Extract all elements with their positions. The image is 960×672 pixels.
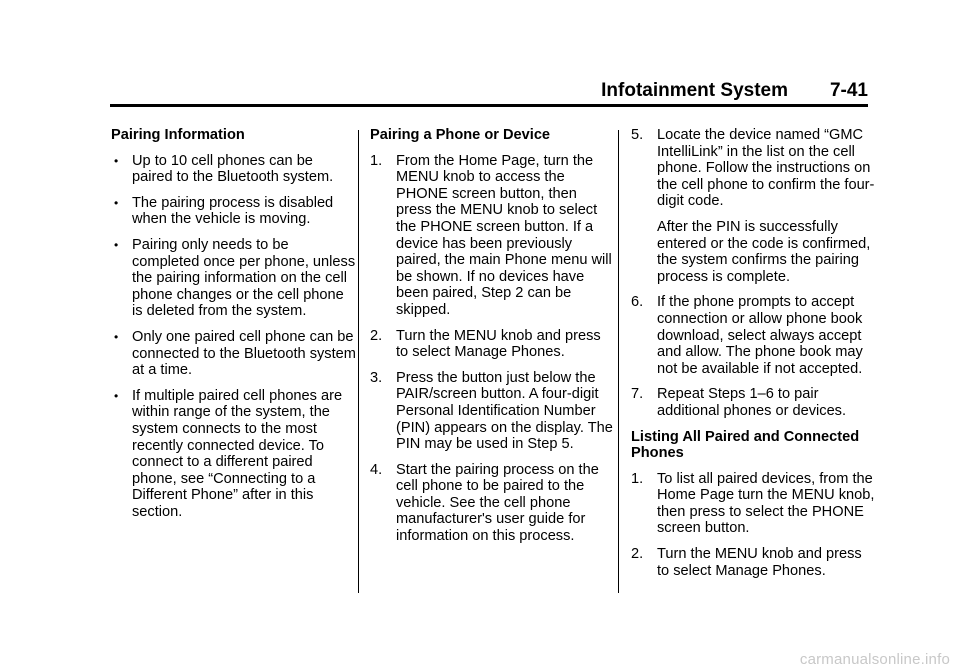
page-header bbox=[601, 80, 868, 104]
column-divider-1 bbox=[358, 130, 359, 593]
listing-phones-heading: Listing All Paired and Connected Phones bbox=[631, 428, 860, 462]
step-item: 2. Turn the MENU knob and press to select Manage Phones. bbox=[370, 327, 601, 361]
bullet-icon: • bbox=[114, 329, 119, 344]
step-item: 5. Locate the device named “GMC IntelliLink” in the list on the cell phone. Follow the instructions on the cell phone to confirm the four-digit code. After the PIN is successfully entered or the code is confirmed, the system confirms the pairing process is complete. bbox=[631, 127, 875, 285]
column-2 bbox=[370, 127, 615, 554]
bullet-icon: • bbox=[114, 388, 119, 403]
step-item: 1. From the Home Page, turn the MENU knob to access the PHONE screen button, then press the MENU knob to select the PHONE screen button. If a device has been previously paired, the main Phone menu will be shown. If no devices have been paired, Step 2 can be skipped. bbox=[370, 152, 612, 318]
bullet-item: • Up to 10 cell phones can be paired to the Bluetooth system. bbox=[114, 152, 334, 186]
bullet-item: • Only one paired cell phone can be connected to the Bluetooth system at a time. bbox=[114, 328, 356, 379]
step-item: 4. Start the pairing process on the cell phone to be paired to the vehicle. See the cell phone manufacturer's user guide for information on this process. bbox=[370, 461, 599, 545]
section-title: Infotainment System bbox=[601, 80, 788, 101]
column-divider-2 bbox=[618, 130, 619, 593]
column-1 bbox=[111, 127, 356, 529]
bullet-item: • The pairing process is disabled when the vehicle is moving. bbox=[114, 194, 334, 228]
step-note: After the PIN is successfully entered or the code is confirmed, the system confirms the pairing process is complete. bbox=[657, 218, 871, 285]
column-3 bbox=[631, 127, 876, 588]
bullet-icon: • bbox=[114, 237, 119, 252]
step-item: 3. Press the button just below the PAIR/screen button. A four-digit Personal Identification Number (PIN) appears on the display. The PIN may be used in Step 5. bbox=[370, 369, 613, 453]
bullet-item: • Pairing only needs to be completed once per phone, unless the pairing information on the cell phone changes or the cell phone is deleted from the system. bbox=[114, 236, 356, 320]
watermark: carmanualsonline.info bbox=[799, 651, 950, 668]
step-item: 1. To list all paired devices, from the Home Page turn the MENU knob, then press to select the PHONE screen button. bbox=[631, 470, 875, 537]
step-item: 6. If the phone prompts to accept connection or allow phone book download, select always accept and allow. The phone book may not be available if not accepted. bbox=[631, 294, 863, 377]
pairing-information-heading: Pairing Information bbox=[111, 127, 245, 143]
pairing-phone-heading: Pairing a Phone or Device bbox=[370, 127, 551, 143]
header-rule bbox=[110, 104, 868, 107]
bullet-icon: • bbox=[114, 153, 119, 168]
step-item: 7. Repeat Steps 1–6 to pair additional phones or devices. bbox=[631, 386, 847, 419]
bullet-icon: • bbox=[114, 195, 119, 210]
bullet-item: • If multiple paired cell phones are within range of the system, the system connects to the most recently connected device. To connect to a different paired phone, see “Connecting to a Different Phone” after in this section. bbox=[114, 387, 343, 520]
step-item: 2. Turn the MENU knob and press to select Manage Phones. bbox=[631, 546, 862, 579]
page-number: 7-41 bbox=[829, 80, 868, 101]
